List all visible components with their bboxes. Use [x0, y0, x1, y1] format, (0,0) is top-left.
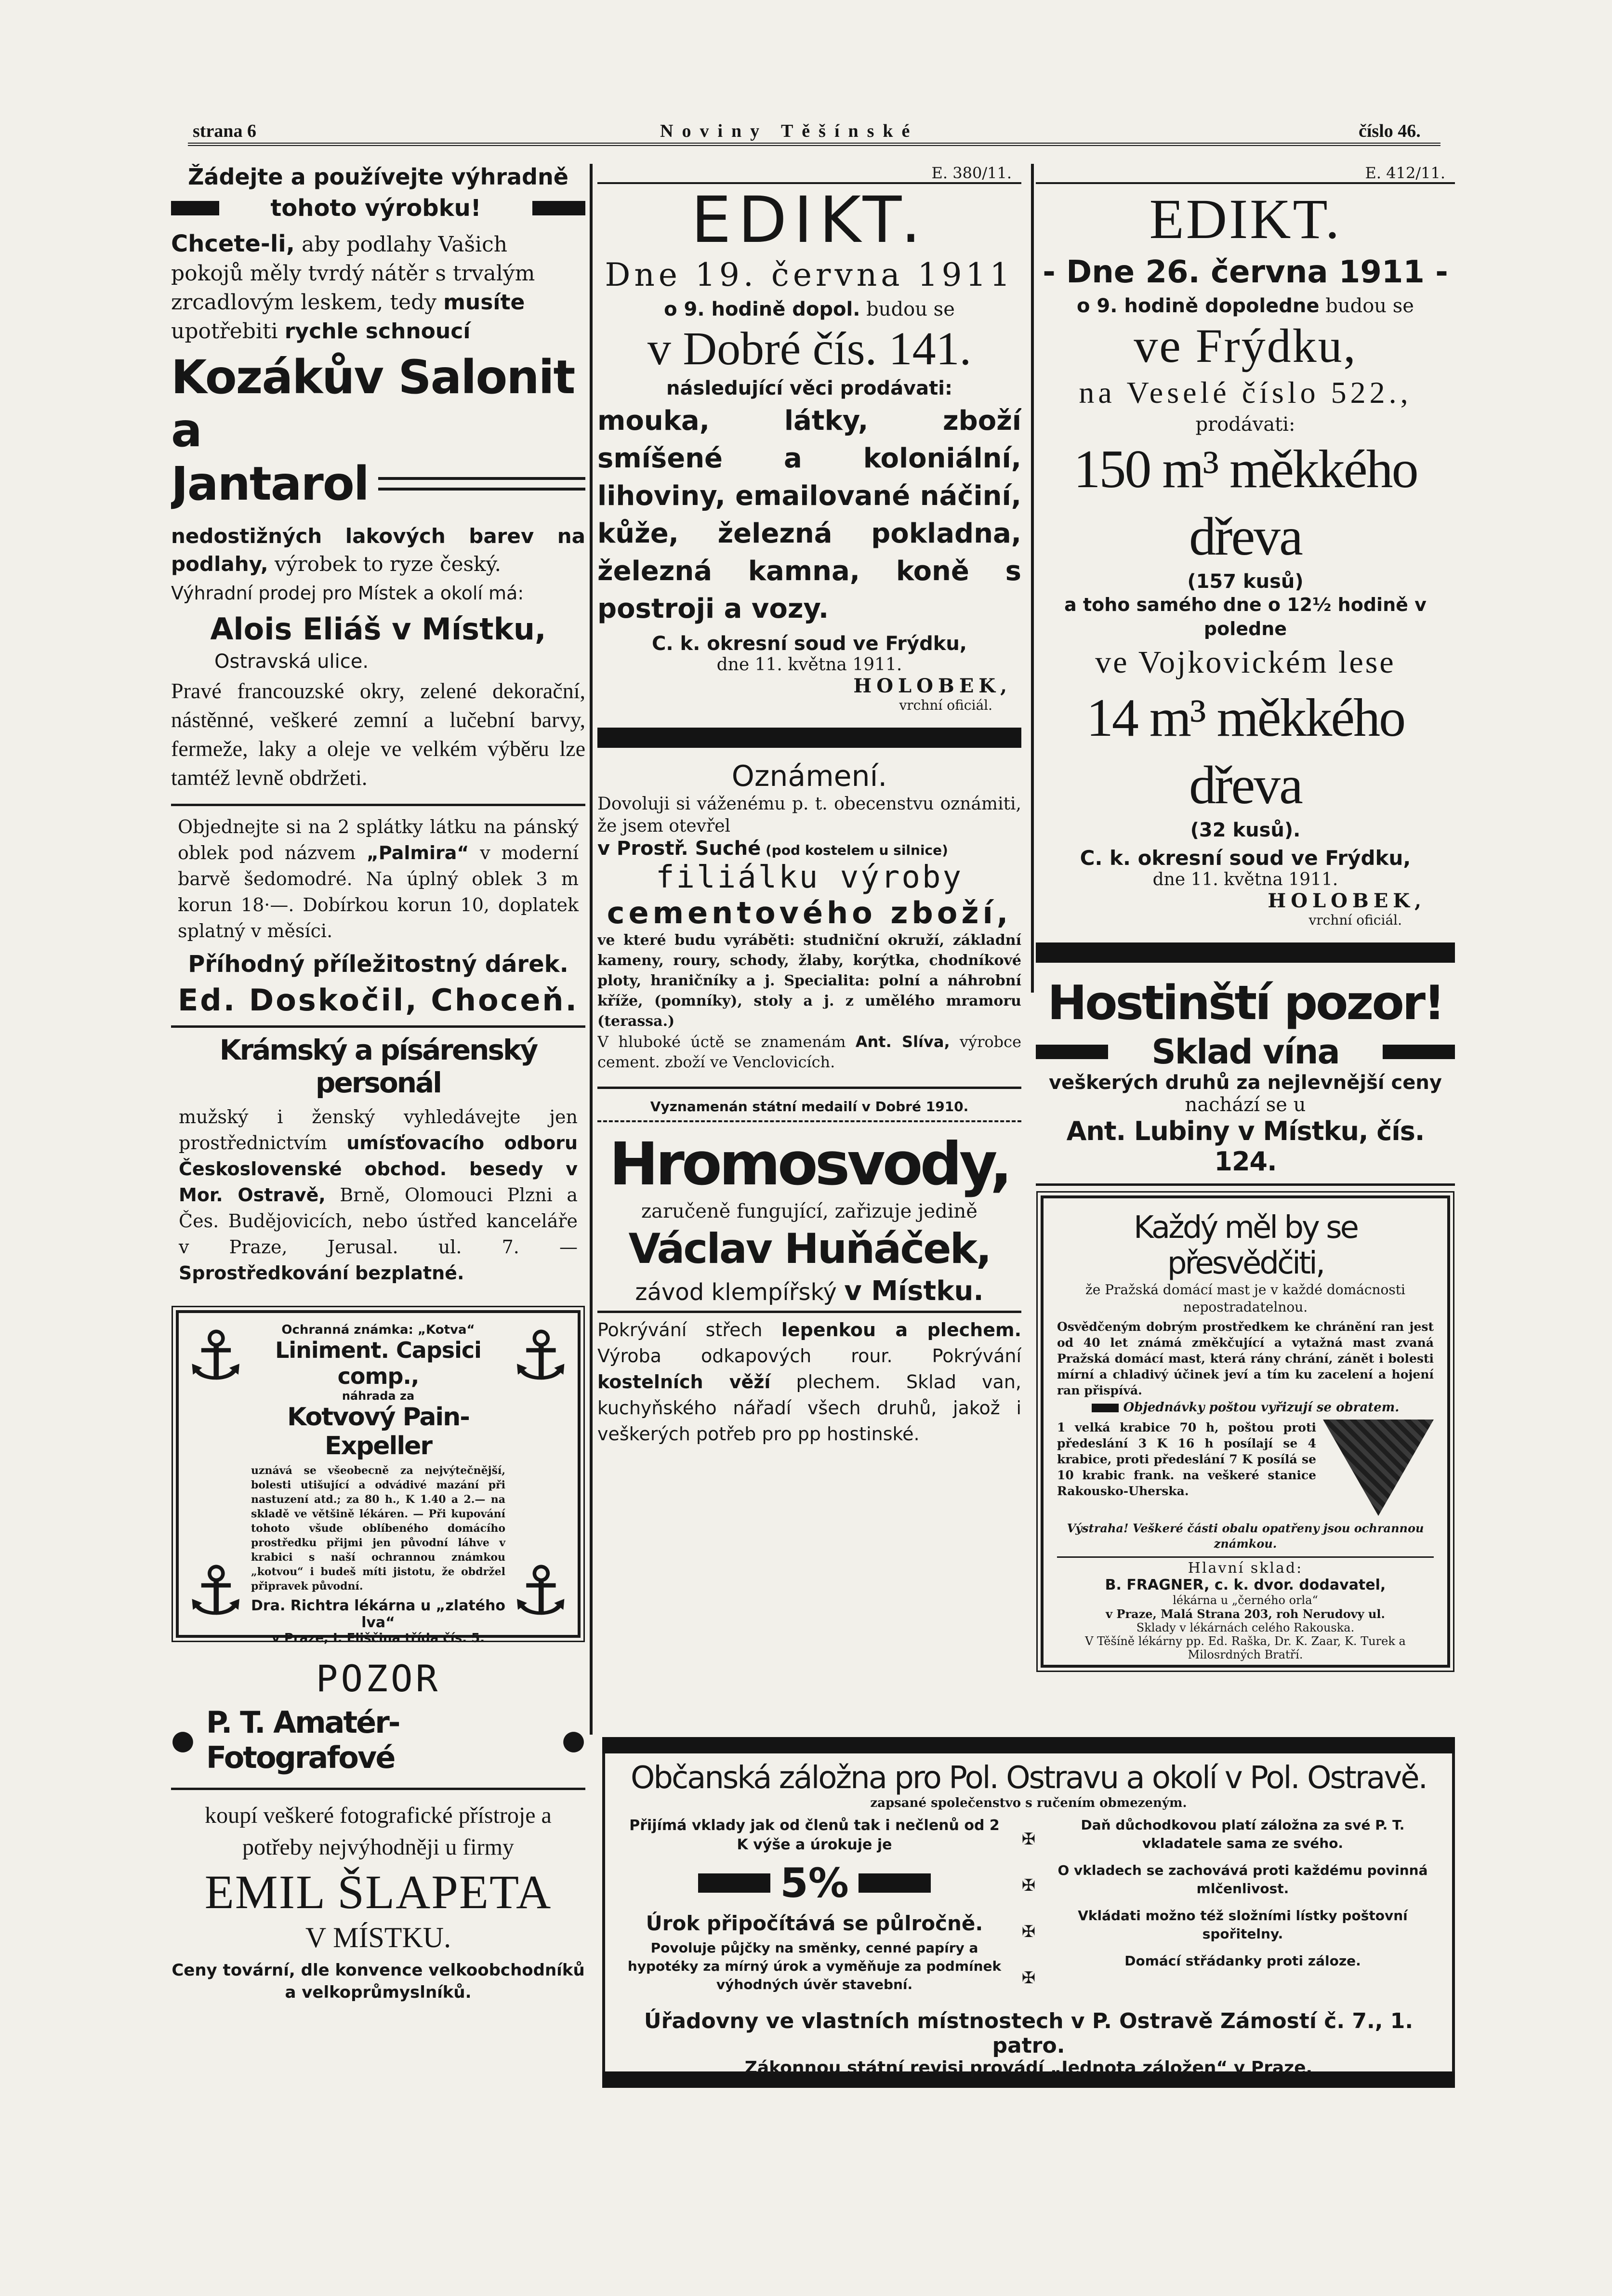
pointing-hand-icon [698, 1873, 770, 1893]
ornament-icon: ✠ [1021, 1922, 1036, 1941]
bank-audit: Zákonnou státní revisi provádí „Jednota záložen“ v Praze. [744, 2058, 1313, 2078]
bank-privacy: O vkladech se zachovává proti každému povinná mlčenlivost. [1057, 1862, 1428, 1897]
edikt-signer-role: vrchní oficiál. [899, 697, 992, 713]
edikt-forest: ve Vojkovickém lese [1095, 645, 1396, 680]
oznameni-title: Oznámení. [731, 759, 887, 793]
column-3 [1036, 164, 1455, 1735]
mast-prices: 1 velká krabice 70 h, poštou proti předeslání 3 K 16 h posílají se 4 krabice, proti předeslání 7 K posílá se 10 krabic frank. na veškeré stanice Rakousko-Uherska. [1057, 1420, 1316, 1498]
bank-title: Občanská záložna pro Pol. Ostravu a okolí v Pol. Ostravě. [630, 1760, 1427, 1796]
mast-depot: Hlavní sklad: [1057, 1556, 1434, 1577]
mast-price-row [1057, 1420, 1434, 1516]
hostinsti-line: veškerých druhů za nejlevnější ceny [1049, 1072, 1442, 1094]
mast-body: Osvědčeným dobrým prostředkem ke chránění ran jest od 40 let známá změkčující a vytažná mast zvaná Pražská domácí mast, která rány chrání, zánět i bolesti mírní a chladivý účinek jeví a tím ku zacelení a hojení ran přispívá. [1057, 1320, 1434, 1397]
bank-tax: Daň důchodkovou platí záložna za své P. T. vkladatele sama ze svého. [1081, 1817, 1405, 1851]
pointing-hand-icon [1383, 1045, 1455, 1059]
salonit-ad [171, 164, 585, 792]
foto-title: P. T. Amatér-Fotografové [206, 1705, 399, 1775]
palmira-gift: Příhodný příležitostný dárek. [188, 951, 568, 978]
newspaper-title: Noviny Těšínské [660, 121, 919, 141]
bank-subtitle: zapsané společenstvo s ručením obmezeným. [870, 1796, 1187, 1810]
anchor-icon: ⚓ [185, 1552, 246, 1631]
edikt-ref: E. 412/11. [1036, 164, 1455, 184]
oznameni-text: Dovoluji si váženému p. t. obecenstvu oznámiti, že jsem otevřel [597, 794, 1021, 836]
column-rule-right [1031, 164, 1034, 993]
foto-town: V MÍSTKU. [305, 1922, 451, 1953]
kotva-pharmacy: Dra. Richtra lékárna u „zlatého lva“ [251, 1597, 505, 1631]
bank-left [624, 1816, 1004, 2001]
edikt-date: Dne 19. června 1911 [605, 256, 1014, 293]
hromosvody-services: Pokrývání střech lepenkou a plechem. Výroba odkapových rour. Pokrývání kostelních věží plechem. Sklad van, kuchyňského nářadí všech druhů, jakož i veškerých potřeb pro pp hostinské. [597, 1319, 1021, 1445]
palmira-ad [171, 814, 585, 1018]
mast-local-stores: V Těšíně lékárny pp. Ed. Raška, Dr. K. Zaar, K. Turek a Milosrdných Bratří. [1085, 1634, 1406, 1661]
ornament-icon: ✠ [1021, 1876, 1036, 1895]
mast-order-row: Objednávky poštou vyřizují se obratem. [1057, 1400, 1434, 1415]
issue-number: číslo 46. [1359, 121, 1421, 141]
divider [597, 1120, 1021, 1122]
edikt-pieces-1: (157 kusů) [1187, 571, 1304, 593]
foto-prices: Ceny tovární, dle konvence velkoobchodníků a velkoprůmyslníků. [172, 1961, 585, 2002]
palmira-text: Objednejte si na 2 splátky látku na pánský oblek pod názvem „Palmira“ v moderní barvě šedomodré. Na úplný oblek 3 m korun 18·—. Dobírkou korun 10, doplatek splatný v měsíci. [178, 816, 579, 942]
oznameni-branch: filiálku výroby [656, 860, 963, 895]
edikt-court-date: dne 11. května 1911. [1152, 870, 1338, 889]
edikt-pieces-2: (32 kusů). [1190, 819, 1301, 841]
divider [171, 1788, 585, 1790]
column-1 [171, 164, 585, 2120]
edikt-signer: HOLOBEK, [1268, 889, 1426, 912]
column-2 [597, 164, 1021, 1735]
mast-warning: Výstraha! Veškeré části obalu opatřeny jsou ochrannou známkou. [1067, 1521, 1424, 1551]
salonit-paints: Pravé francouzské okry, zelené dekorační, nástěnné, veškeré zemní a lučební barvy, fermeže, laky a oleje ve velkém výběru lze tamtéž levně obdržeti. [171, 678, 585, 790]
bank-interest: Úrok připočítává se půlročně. [646, 1911, 983, 1935]
edikt-time: o 9. hodině dopoledne budou se [1077, 295, 1414, 317]
salonit-headline: Žádejte a používejte výhradně [188, 164, 568, 190]
hromosvody-ad [597, 1099, 1021, 1447]
header-rule [188, 143, 1440, 146]
mast-pharmacy: lékárna u „černého orla“ [1173, 1593, 1318, 1607]
divider [1036, 1183, 1455, 1186]
oznameni-place: v Prostř. Suché (pod kostelem u silnice) [597, 837, 948, 860]
pointing-hand-icon [1036, 1045, 1108, 1059]
edikt-court-date: dne 11. května 1911. [716, 655, 902, 675]
anchor-icon: ⚓ [510, 1317, 571, 1395]
pointing-hand-icon [1092, 1404, 1119, 1412]
salonit-brand: Kozákův Salonit a [171, 350, 575, 457]
edikt-court: C. k. okresní soud ve Frýdku, [652, 633, 967, 655]
kotva-product-name: Liniment. Capsici comp., [275, 1337, 481, 1389]
personal-title: Krámský a písárenský personál [219, 1034, 537, 1099]
kotva-body: uznává se všeobecně za nejvýtečnější, bolesti utišující a odvádivé mazání při nastuzení atd.; za 80 h., K 1.40 a 2.— na skladě ve většině lékáren. — Při kupování tohoto všude oblíbeného domácího prostředku přijmi jen původní láhve v krabici s naší ochrannou známkou „kotvou“ i budeš míti jistotu, že obdržel připravek původní. [251, 1464, 505, 1593]
bank-loans: Povoluje půjčky na směnky, cenné papíry a hypotéky za mírný úrok a vyměňuje za podmínek výhodných úvěr stavební. [627, 1940, 1002, 1992]
bank-body [624, 1816, 1433, 2001]
black-divider [1036, 942, 1455, 963]
edikt-sell: prodávati: [1195, 413, 1295, 436]
divider [597, 1087, 1021, 1089]
ornament-icon: ✠ [1021, 1830, 1036, 1849]
bullet-icon: ● [562, 1724, 585, 1756]
hostinsti-owner: Ant. Lubiny v Místku, čís. 124. [1066, 1116, 1425, 1177]
pointing-hand-icon [532, 201, 585, 215]
kotva-trademark: Ochranná známka: „Kotva“ [281, 1323, 475, 1337]
edikt-ref: E. 380/11. [597, 164, 1021, 184]
salonit-street: Ostravská ulice. [214, 650, 369, 673]
edikt-title: EDIKT. [691, 183, 928, 257]
bank-postal: Vkládati možno též složními lístky poštovní spořitelny. [1078, 1908, 1408, 1942]
edikt-same-day: a toho samého dne o 12½ hodině v poledne [1064, 594, 1427, 639]
personal-ad [171, 1034, 585, 1286]
pointing-hand-icon [171, 201, 219, 215]
oznameni-ad [597, 759, 1021, 1072]
hostinsti-sklad-row [1036, 1032, 1455, 1072]
bank-separator [1019, 1816, 1038, 2001]
foto-pozor: POZOR [316, 1657, 441, 1700]
edikt-signer-role: vrchní oficiál. [1308, 912, 1402, 928]
hromosvody-shop: závod klempířský v Místku. [635, 1275, 984, 1307]
kotva-replacement: náhrada za [342, 1389, 415, 1403]
edikt-quantity-2: 14 m³ měkkého dřeva [1086, 688, 1405, 815]
mast-title: Každý měl by se přesvědčiti, [1134, 1210, 1357, 1281]
personal-text: mužský i ženský vyhledávejte jen prostřednictvím umísťovacího odboru Československé obchod. besedy v Mor. Ostravě, Brně, Olomouci Plzni a Čes. Budějovicích, nebo ústřed kanceláře v Praze, Jerusal. ul. 7. — Sprostředkování bezplatné. [179, 1106, 578, 1284]
mast-stores: Sklady v lékárnách celého Rakouska. [1136, 1621, 1355, 1634]
edikt-items: mouka, látky, zboží smíšené a koloniální, lihoviny, emailované náčiní, kůže, železná pokladna, železná kamna, koně s postroji a vozy. [597, 405, 1021, 624]
edikt-time: o 9. hodině dopol. budou se [664, 298, 955, 320]
page-number: strana 6 [193, 121, 256, 141]
divider [171, 804, 585, 806]
bank-right [1053, 1816, 1433, 2001]
edikt-place: v Dobré čís. 141. [647, 323, 972, 375]
jantarol-brand: Jantarol [171, 457, 369, 511]
bank-top-border [602, 1737, 1455, 1753]
bank-deposits: Přijímá vklady jak od členů tak i nečlenů od 2 K výše a úrokuje je [629, 1817, 1000, 1853]
edikt-dobra [597, 164, 1021, 713]
bank-savings: Domácí střádanky proti záloze. [1124, 1953, 1361, 1969]
oznameni-signoff: V hluboké úctě se znamenám Ant. Slíva, výrobce cement. zboží ve Venclovicích. [597, 1033, 1021, 1071]
bank-ad [602, 1737, 1455, 2103]
salonit-subhead: tohoto výrobku! [270, 195, 481, 222]
hromosvody-award: Vyznamenán státní medailí v Dobré 1910. [650, 1099, 969, 1115]
edikt-place: ve Frýdku, [1134, 319, 1357, 372]
edikt-date: - Dne 26. června 1911 - [1043, 254, 1448, 290]
anchor-icon: ⚓ [185, 1317, 246, 1395]
jantarol-rule [378, 477, 585, 491]
column-rule-left [590, 164, 593, 1735]
bank-rate: 5% [780, 1859, 849, 1907]
hromosvody-name: Václav Huňáček, [628, 1225, 991, 1273]
divider [171, 1025, 585, 1028]
palmira-firm: Ed. Doskočil, Choceň. [177, 982, 579, 1018]
salonit-intro: Chcete-li, aby podlahy Vašich pokojů měly tvrdý nátěr s trvalým zrcadlovým leskem, tedy musíte upotřebiti rychle schnoucí [171, 230, 535, 344]
foto-title-row [171, 1705, 585, 1775]
edikt-frydek [1036, 164, 1455, 928]
oznameni-products: ve které budu vyráběti: studniční okruží, základní kameny, roury, schody, žlaby, korýtka, chodníkové ploty, hraničníky a j. Specialita: polní a náhrobní kříže, (pomníky), stoly a j. z umělého mramoru (terassa.) [597, 932, 1021, 1030]
edikt-quantity-1: 150 m³ měkkého dřeva [1073, 439, 1417, 567]
mast-intro: že Pražská domácí mast je v každé domácnosti nepostradatelnou. [1085, 1282, 1405, 1315]
hromosvody-guarantee: zaručeně fungující, zařizuje jedině [641, 1200, 978, 1222]
edikt-street: na Veselé číslo 522., [1079, 375, 1412, 410]
edikt-sell: následující věci prodávati: [666, 377, 952, 399]
pointing-hand-icon [859, 1873, 931, 1893]
jantarol-row [171, 457, 585, 511]
mast-ad [1041, 1195, 1450, 1668]
oznameni-product: cementového zboží, [607, 895, 1012, 930]
salonit-dealer-intro: Výhradní prodej pro Místek a okolí má: [171, 583, 524, 604]
edikt-title: EDIKT. [1149, 187, 1342, 251]
mast-seller: B. FRAGNER, c. k. dvor. dodavatel, [1105, 1577, 1386, 1593]
edikt-signer: HOLOBEK, [853, 675, 1012, 697]
foto-firm: EMIL ŠLAPETA [204, 1865, 552, 1919]
hostinsti-title: Hostinští pozor! [1047, 976, 1443, 1031]
foto-ad [171, 1657, 585, 2004]
hromosvody-title: Hromosvody, [609, 1130, 1010, 1198]
kotva-brand: Kotvový Pain-Expeller [287, 1403, 469, 1460]
black-divider [597, 728, 1021, 748]
ornament-icon: ✠ [1021, 1968, 1036, 1988]
salonit-dealer: Alois Eliáš v Místku, [210, 611, 546, 647]
foto-text: koupí veškeré fotografické přístroje a potřeby nejvýhodněji u firmy [205, 1803, 552, 1860]
hostinsti-nachazi: nachází se u [1185, 1094, 1306, 1116]
bullet-icon: ● [171, 1724, 195, 1756]
edikt-court: C. k. okresní soud ve Frýdku, [1080, 846, 1411, 870]
divider [597, 1311, 1021, 1313]
hostinsti-sklad: Sklad vína [1151, 1032, 1339, 1072]
mast-address: v Praze, Malá Strana 203, roh Nerudovy ul. [1106, 1607, 1385, 1621]
eagle-trademark-icon [1323, 1420, 1434, 1516]
anchor-icon: ⚓ [510, 1552, 571, 1631]
hostinsti-ad [1036, 974, 1455, 1177]
bank-office: Úřadovny ve vlastních místnostech v P. Ostravě Zámostí č. 7., 1. patro. [644, 2009, 1414, 2058]
kotva-address: v Praze, I. Eliščina třída čís. 5. [271, 1631, 485, 1646]
kotva-ad [176, 1310, 581, 1646]
salonit-products: nedostižných lakových barev na podlahy, výrobek to ryze český. [171, 524, 585, 576]
bank-rate-row [624, 1859, 1004, 1907]
